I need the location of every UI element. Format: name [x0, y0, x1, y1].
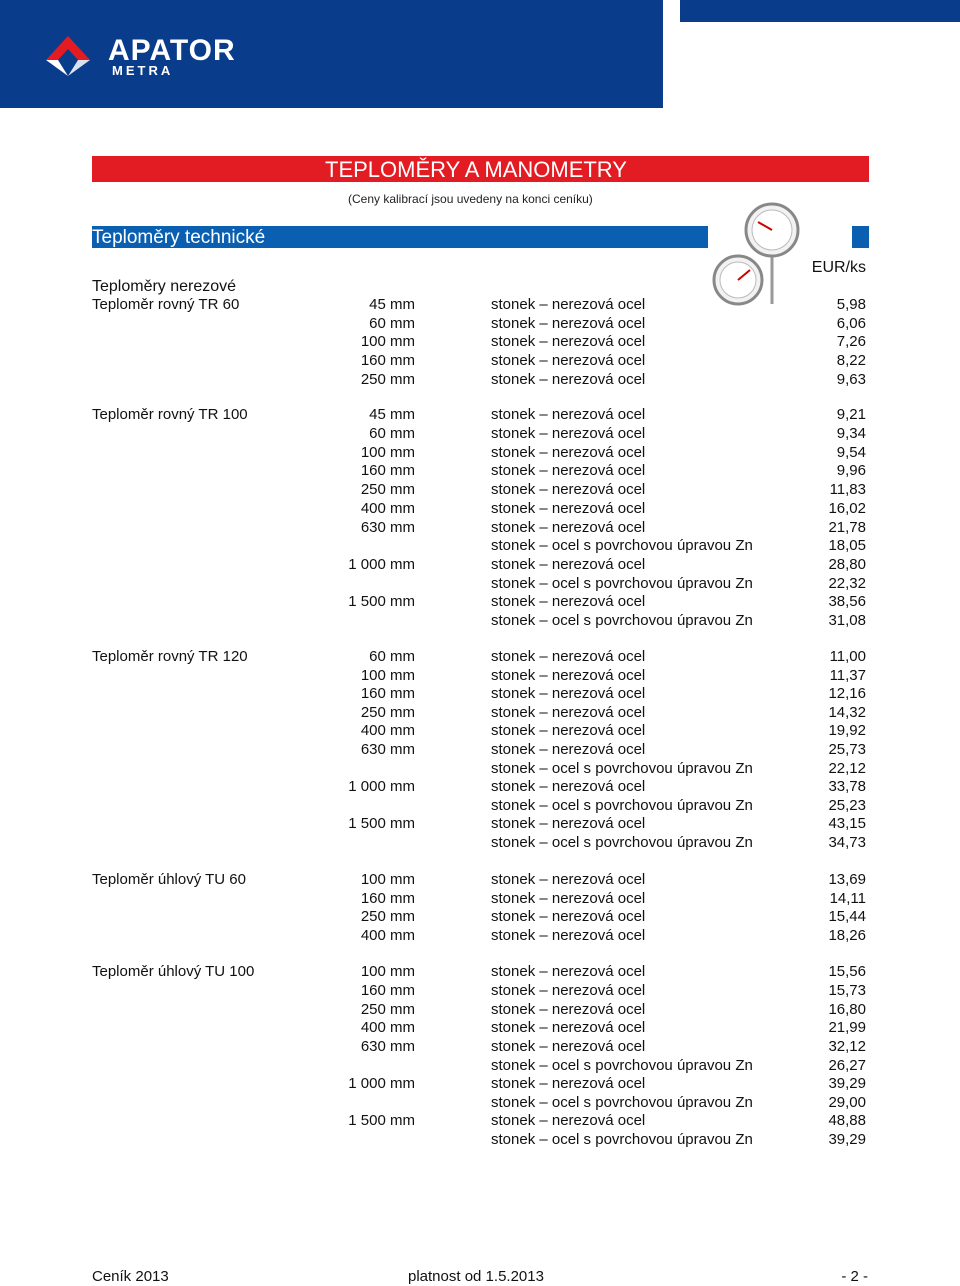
price: 22,32	[828, 575, 866, 592]
table-row	[0, 982, 960, 1000]
stem-material: stonek – nerezová ocel	[491, 648, 646, 665]
stem-material: stonek – nerezová ocel	[491, 556, 646, 573]
table-row	[0, 667, 960, 685]
table-row	[0, 500, 960, 518]
table-row	[0, 908, 960, 926]
price: 16,80	[828, 1001, 866, 1018]
price: 9,34	[836, 425, 866, 442]
price: 29,00	[828, 1094, 866, 1111]
table-row	[0, 519, 960, 537]
length: 160 mm	[360, 982, 415, 999]
group-title: Teploměry nerezové	[92, 278, 237, 295]
length: 160 mm	[360, 890, 415, 907]
stem-material: stonek – nerezová ocel	[491, 1075, 646, 1092]
stem-material: stonek – nerezová ocel	[491, 1112, 646, 1129]
length: 100 mm	[360, 444, 415, 461]
stem-material: stonek – ocel s povrchovou úpravou Zn	[491, 797, 753, 814]
thermometer-gauge-icon	[700, 200, 810, 310]
stem-material: stonek – nerezová ocel	[491, 425, 646, 442]
table-row	[0, 444, 960, 462]
table-row	[0, 890, 960, 908]
stem-material: stonek – nerezová ocel	[491, 500, 646, 517]
stem-material: stonek – nerezová ocel	[491, 462, 646, 479]
stem-material: stonek – nerezová ocel	[491, 908, 646, 925]
price: 5,98	[836, 296, 866, 313]
length: 1 000 mm	[348, 778, 415, 795]
stem-material: stonek – nerezová ocel	[491, 890, 646, 907]
table-row	[0, 593, 960, 611]
table-row	[0, 333, 960, 351]
apator-logo-icon	[44, 34, 92, 78]
product-name: Teploměr rovný TR 60	[92, 296, 240, 313]
price: 8,22	[836, 352, 866, 369]
stem-material: stonek – nerezová ocel	[491, 927, 646, 944]
price: 14,32	[828, 704, 866, 721]
product-name: Teploměr úhlový TU 60	[92, 871, 246, 888]
length: 1 500 mm	[348, 815, 415, 832]
price: 11,83	[829, 481, 866, 498]
price: 19,92	[828, 722, 866, 739]
stem-material: stonek – nerezová ocel	[491, 1038, 646, 1055]
footer-page-number: - 2 -	[841, 1268, 868, 1285]
price: 32,12	[828, 1038, 866, 1055]
table-row	[0, 406, 960, 424]
length: 60 mm	[369, 425, 415, 442]
stem-material: stonek – nerezová ocel	[491, 1001, 646, 1018]
price: 39,29	[828, 1131, 866, 1148]
length: 160 mm	[360, 462, 415, 479]
length: 250 mm	[360, 1001, 415, 1018]
price: 15,44	[828, 908, 866, 925]
length: 45 mm	[369, 296, 415, 313]
section-title: Teploměry technické	[92, 227, 266, 248]
length: 250 mm	[360, 908, 415, 925]
page-subtitle: (Ceny kalibrací jsou uvedeny na konci ceníku)	[348, 192, 593, 206]
page-title: TEPLOMĚRY A MANOMETRY	[325, 157, 627, 182]
table-row	[0, 462, 960, 480]
price: 18,05	[828, 537, 866, 554]
logo-panel	[0, 0, 663, 108]
price: 25,73	[828, 741, 866, 758]
table-row	[0, 648, 960, 666]
table-row	[0, 722, 960, 740]
product-name: Teploměr rovný TR 120	[92, 648, 248, 665]
table-row	[0, 481, 960, 499]
stem-material: stonek – nerezová ocel	[491, 667, 646, 684]
table-row	[0, 741, 960, 759]
price: 15,56	[828, 963, 866, 980]
price: 28,80	[828, 556, 866, 573]
stem-material: stonek – nerezová ocel	[491, 481, 646, 498]
length: 1 500 mm	[348, 593, 415, 610]
length: 250 mm	[360, 481, 415, 498]
footer-validity: platnost od 1.5.2013	[408, 1268, 544, 1285]
length: 60 mm	[369, 648, 415, 665]
header-accent	[680, 0, 960, 22]
stem-material: stonek – nerezová ocel	[491, 519, 646, 536]
stem-material: stonek – nerezová ocel	[491, 315, 646, 332]
stem-material: stonek – nerezová ocel	[491, 741, 646, 758]
price: 38,56	[828, 593, 866, 610]
price: 14,11	[829, 890, 866, 907]
brand-sub: METRA	[112, 63, 174, 78]
length: 250 mm	[360, 704, 415, 721]
stem-material: stonek – nerezová ocel	[491, 871, 646, 888]
price: 9,21	[836, 406, 866, 423]
price: 11,37	[829, 667, 866, 684]
stem-material: stonek – nerezová ocel	[491, 371, 646, 388]
table-row	[0, 871, 960, 889]
price: 16,02	[828, 500, 866, 517]
section-bar-end	[852, 226, 869, 248]
length: 100 mm	[360, 963, 415, 980]
price: 25,23	[828, 797, 866, 814]
table-row	[0, 685, 960, 703]
price: 26,27	[828, 1057, 866, 1074]
unit-label: EUR/ks	[811, 259, 866, 276]
length: 400 mm	[360, 1019, 415, 1036]
price: 31,08	[828, 612, 866, 629]
stem-material: stonek – nerezová ocel	[491, 333, 646, 350]
table-row	[0, 815, 960, 833]
price: 12,16	[828, 685, 866, 702]
price: 9,63	[836, 371, 866, 388]
stem-material: stonek – nerezová ocel	[491, 704, 646, 721]
length: 100 mm	[360, 871, 415, 888]
table-row	[0, 537, 960, 555]
price: 39,29	[828, 1075, 866, 1092]
length: 400 mm	[360, 722, 415, 739]
table-row	[0, 352, 960, 370]
length: 630 mm	[360, 741, 415, 758]
stem-material: stonek – nerezová ocel	[491, 778, 646, 795]
stem-material: stonek – nerezová ocel	[491, 593, 646, 610]
table-row	[0, 760, 960, 778]
table-row	[0, 315, 960, 333]
brand-name: APATOR	[108, 34, 236, 67]
stem-material: stonek – ocel s povrchovou úpravou Zn	[491, 1131, 753, 1148]
stem-material: stonek – nerezová ocel	[491, 406, 646, 423]
stem-material: stonek – nerezová ocel	[491, 982, 646, 999]
stem-material: stonek – ocel s povrchovou úpravou Zn	[491, 834, 753, 851]
table-row	[0, 1057, 960, 1075]
table-row	[0, 1075, 960, 1093]
stem-material: stonek – nerezová ocel	[491, 1019, 646, 1036]
length: 100 mm	[360, 333, 415, 350]
price: 34,73	[828, 834, 866, 851]
length: 160 mm	[360, 685, 415, 702]
table-row	[0, 1131, 960, 1149]
table-row	[0, 1019, 960, 1037]
table-row	[0, 1112, 960, 1130]
table-row	[0, 963, 960, 981]
stem-material: stonek – nerezová ocel	[491, 685, 646, 702]
stem-material: stonek – nerezová ocel	[491, 444, 646, 461]
price: 33,78	[828, 778, 866, 795]
table-row	[0, 927, 960, 945]
price: 13,69	[828, 871, 866, 888]
stem-material: stonek – nerezová ocel	[491, 296, 646, 313]
length: 60 mm	[369, 315, 415, 332]
length: 250 mm	[360, 371, 415, 388]
price: 21,99	[828, 1019, 866, 1036]
price: 11,00	[829, 648, 866, 665]
length: 160 mm	[360, 352, 415, 369]
table-row	[0, 778, 960, 796]
table-row	[0, 1094, 960, 1112]
stem-material: stonek – ocel s povrchovou úpravou Zn	[491, 612, 753, 629]
length: 1 000 mm	[348, 556, 415, 573]
table-row	[0, 296, 960, 314]
price: 7,26	[836, 333, 866, 350]
stem-material: stonek – nerezová ocel	[491, 352, 646, 369]
price: 15,73	[828, 982, 866, 999]
product-name: Teploměr úhlový TU 100	[92, 963, 255, 980]
price: 6,06	[836, 315, 866, 332]
table-row	[0, 1001, 960, 1019]
footer-catalog: Ceník 2013	[92, 1268, 169, 1285]
length: 100 mm	[360, 667, 415, 684]
stem-material: stonek – nerezová ocel	[491, 963, 646, 980]
length: 630 mm	[360, 1038, 415, 1055]
price: 9,96	[836, 462, 866, 479]
table-row	[0, 612, 960, 630]
stem-material: stonek – ocel s povrchovou úpravou Zn	[491, 575, 753, 592]
stem-material: stonek – ocel s povrchovou úpravou Zn	[491, 537, 753, 554]
table-row	[0, 556, 960, 574]
length: 400 mm	[360, 500, 415, 517]
table-row	[0, 704, 960, 722]
table-row	[0, 797, 960, 815]
price: 18,26	[828, 927, 866, 944]
table-row	[0, 575, 960, 593]
price: 43,15	[828, 815, 866, 832]
stem-material: stonek – ocel s povrchovou úpravou Zn	[491, 1094, 753, 1111]
stem-material: stonek – nerezová ocel	[491, 722, 646, 739]
table-row	[0, 371, 960, 389]
price: 48,88	[828, 1112, 866, 1129]
stem-material: stonek – ocel s povrchovou úpravou Zn	[491, 760, 753, 777]
product-name: Teploměr rovný TR 100	[92, 406, 248, 423]
length: 400 mm	[360, 927, 415, 944]
table-row	[0, 1038, 960, 1056]
table-row	[0, 425, 960, 443]
price: 9,54	[836, 444, 866, 461]
table-row	[0, 834, 960, 852]
length: 45 mm	[369, 406, 415, 423]
length: 630 mm	[360, 519, 415, 536]
length: 1 500 mm	[348, 1112, 415, 1129]
length: 1 000 mm	[348, 1075, 415, 1092]
price: 22,12	[828, 760, 866, 777]
stem-material: stonek – nerezová ocel	[491, 815, 646, 832]
price: 21,78	[828, 519, 866, 536]
stem-material: stonek – ocel s povrchovou úpravou Zn	[491, 1057, 753, 1074]
